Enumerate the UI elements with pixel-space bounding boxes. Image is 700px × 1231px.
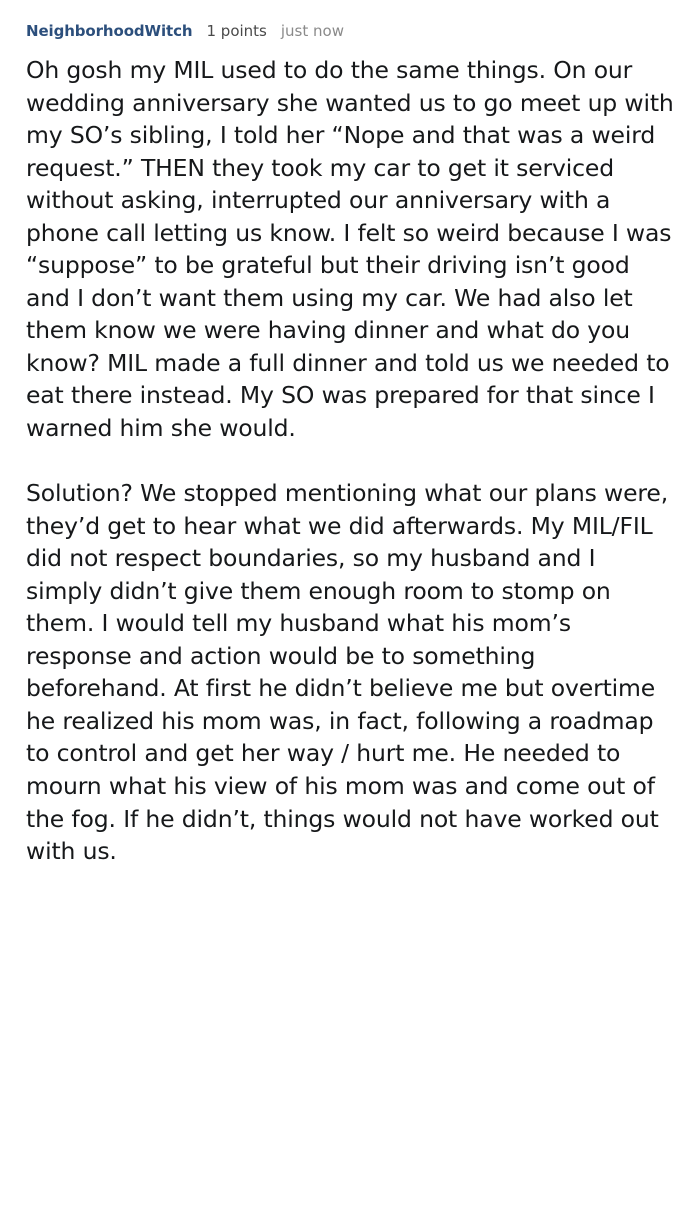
comment-points: 1 points [206, 22, 267, 40]
comment-timestamp: just now [280, 22, 344, 40]
comment-body [26, 54, 678, 868]
comment-author[interactable]: NeighborhoodWitch [26, 22, 193, 40]
comment-meta [26, 22, 678, 40]
comment-paragraph: Oh gosh my MIL used to do the same things. On our wedding anniversary she wanted us to go meet up with my SO’s sibling, I told her “Nope and that was a weird request.” THEN they took my car to get it serviced without asking, interrupted our anniversary with a phone call letting us know. I felt so weird because I was “suppose” to be grateful but their driving isn’t good and I don’t want them using my car. We had also let them know we were having dinner and what do you know? MIL made a full dinner and told us we needed to eat there instead. My SO was prepared for that since I warned him she would. [26, 56, 674, 443]
comment-paragraph: Solution? We stopped mentioning what our plans were, they’d get to hear what we did afterwards. My MIL/FIL did not respect boundaries, so my husband and I simply didn’t give them enough room to stomp on them. I would tell my husband what his mom’s response and action would be to something beforehand. At first he didn’t believe me but overtime he realized his mom was, in fact, following a roadmap to control and get her way / hurt me. He needed to mourn what his view of his mom was and come out of the fog. If he didn’t, things would not have worked out with us. [26, 479, 669, 866]
